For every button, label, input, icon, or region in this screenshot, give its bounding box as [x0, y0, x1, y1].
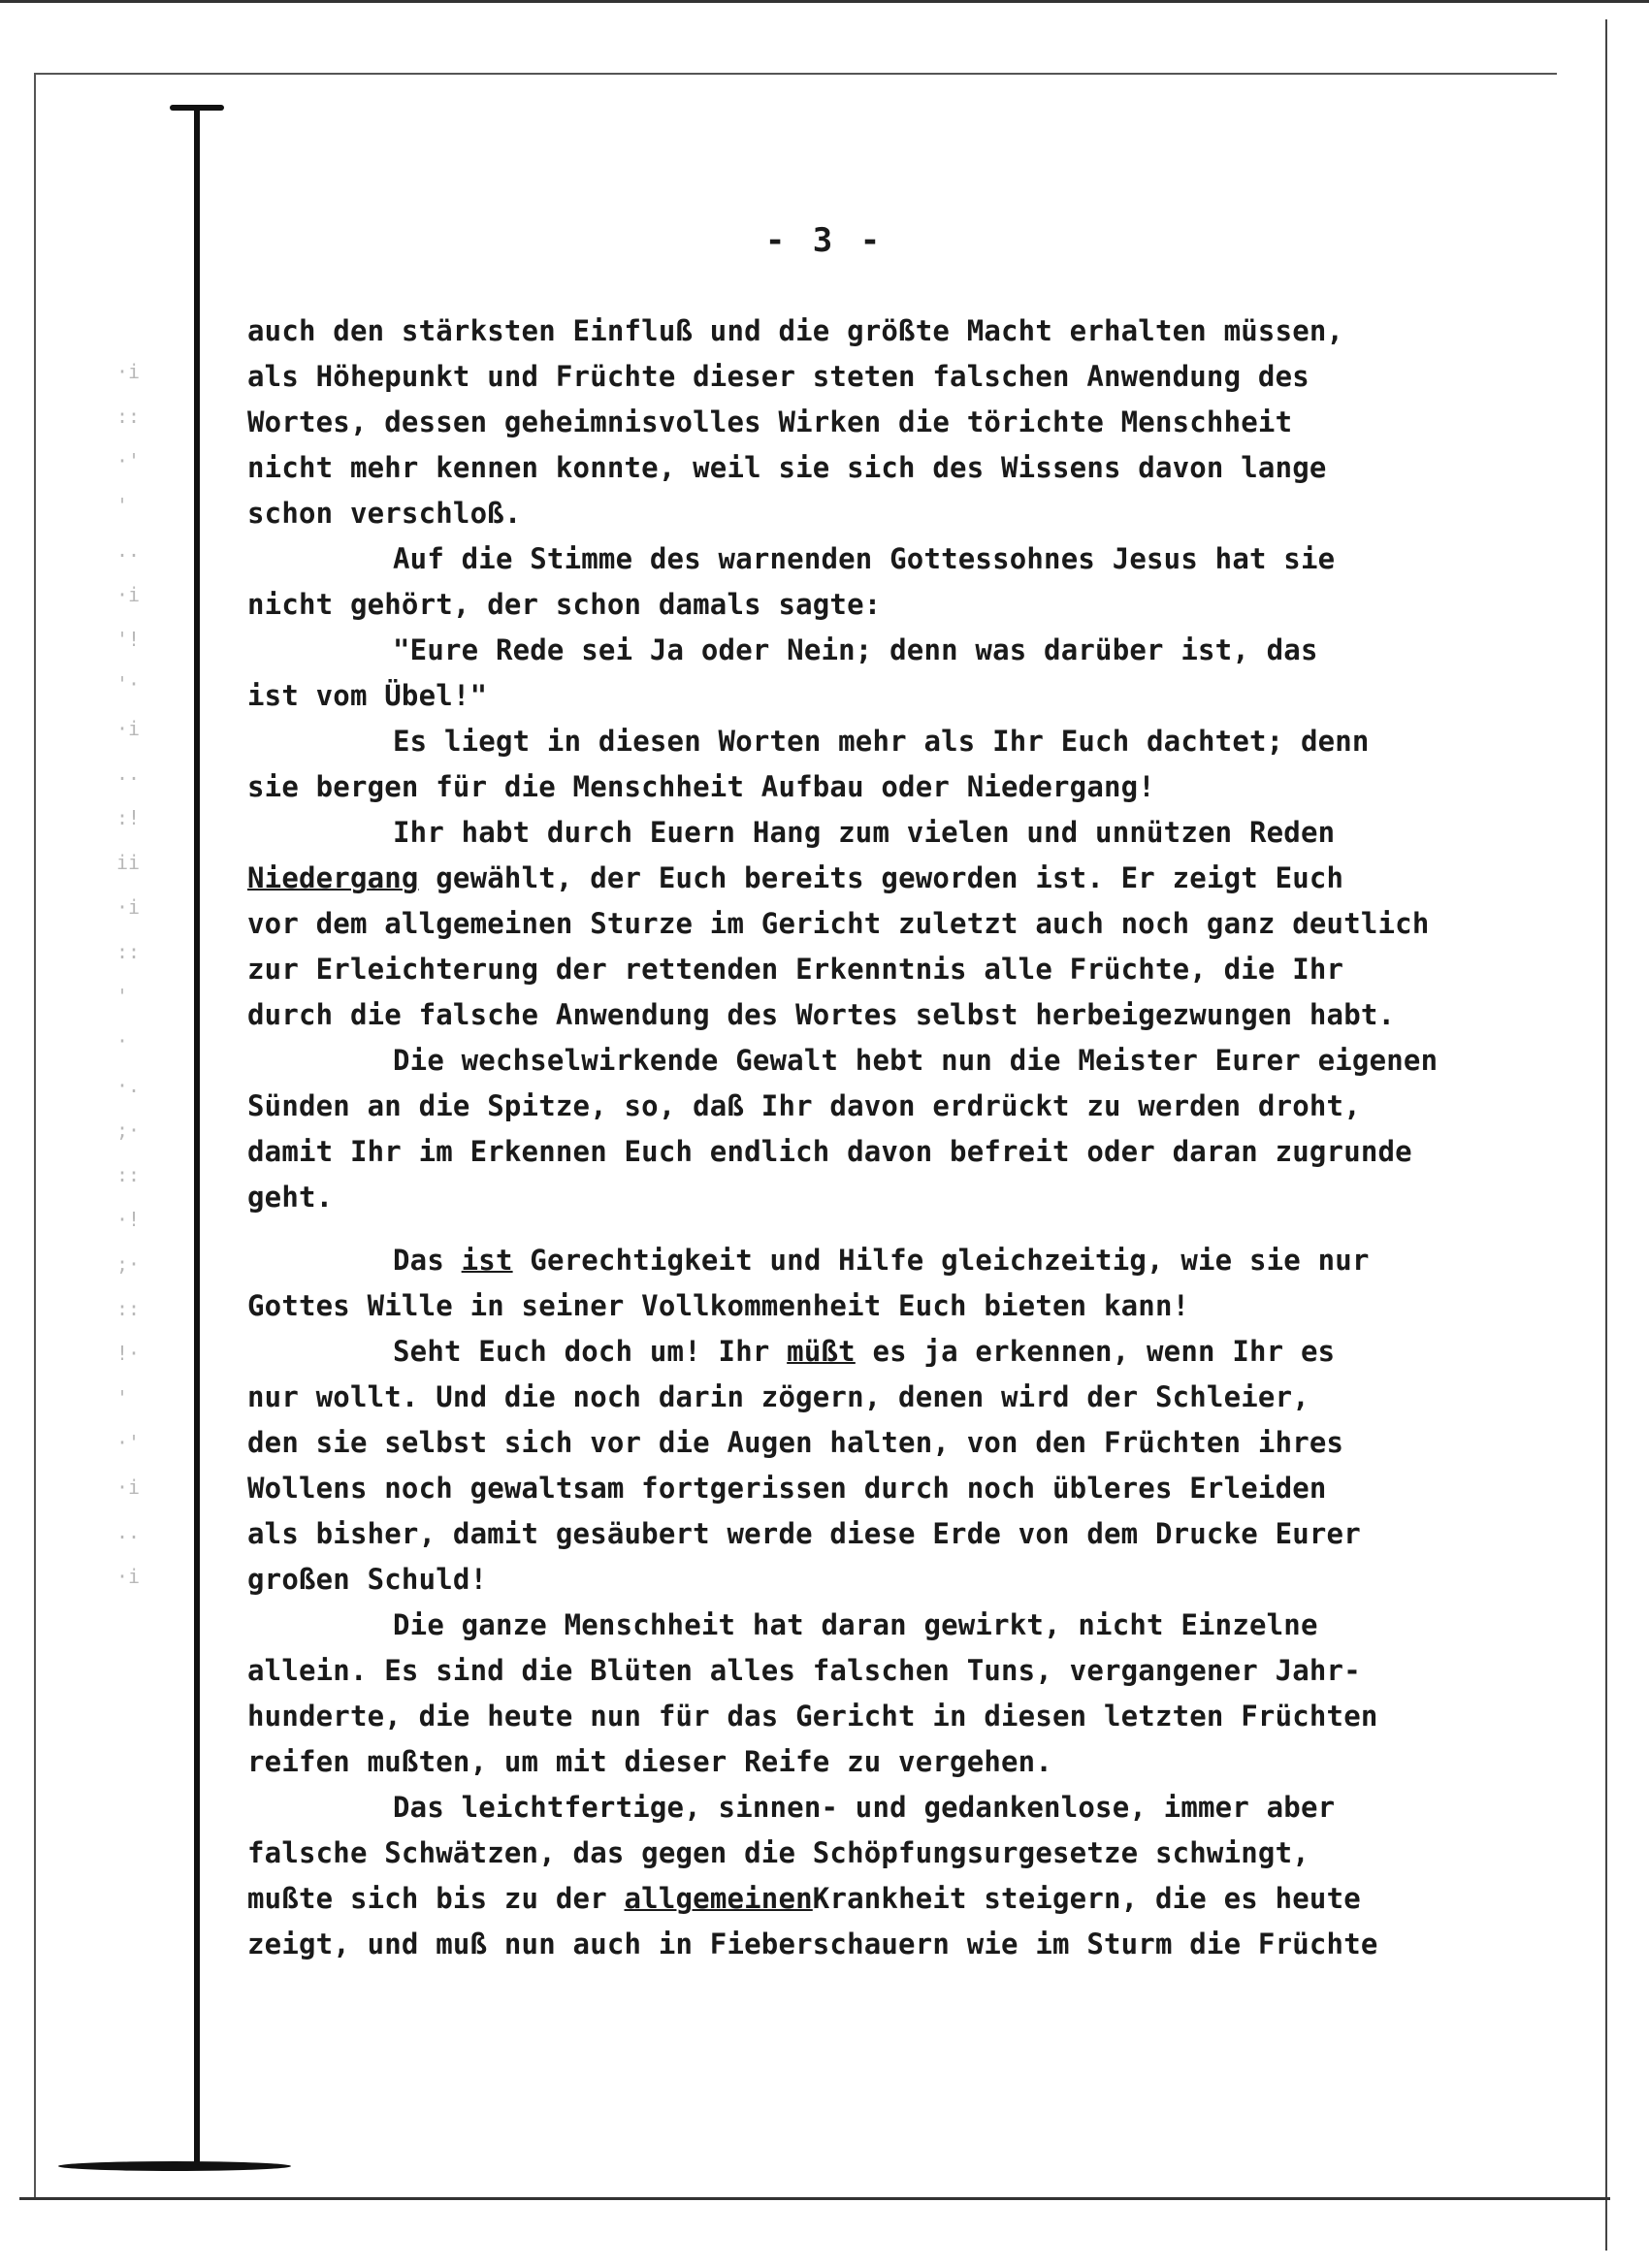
text-line: Wollens noch gewaltsam fortgerissen durch noch übleres Erleiden	[247, 1472, 1327, 1505]
margin-mark: !·	[116, 1342, 141, 1365]
text-line: als Höhepunkt und Früchte dieser steten falschen Anwendung des	[247, 360, 1310, 393]
binder-bar	[194, 107, 200, 2168]
page-number: - 3 -	[764, 221, 885, 260]
text-line	[247, 856, 1567, 901]
text-line: falsche Schwätzen, das gegen die Schöpfungsurgesetze schwingt,	[247, 1836, 1310, 1869]
text-line: als bisher, damit gesäubert werde diese Erde von dem Drucke Eurer	[247, 1517, 1361, 1550]
text-line: nur wollt. Und die noch darin zögern, denen wird der Schleier,	[247, 1380, 1310, 1413]
text-line: geht.	[247, 1181, 334, 1214]
text-line	[247, 1876, 1567, 1922]
page-frame-right	[1605, 19, 1607, 2251]
page-frame-top	[34, 73, 1557, 75]
text-line: Die ganze Menschheit hat daran gewirkt, nicht Einzelne	[393, 1608, 1318, 1641]
text-line: Sünden an die Spitze, so, daß Ihr davon erdrückt zu werden droht,	[247, 1089, 1361, 1122]
text-segment: Seht Euch doch um! Ihr	[393, 1335, 788, 1368]
margin-mark: :!	[116, 806, 141, 829]
underlined-word: müßt	[787, 1335, 856, 1368]
margin-mark: ::	[116, 1163, 141, 1186]
margin-mark: ·.	[116, 1074, 141, 1097]
text-line: vor dem allgemeinen Sturze im Gericht zuletzt auch noch ganz deutlich	[247, 907, 1430, 940]
text-segment: gewählt, der Euch bereits geworden ist. Er zeigt Euch	[418, 861, 1344, 894]
margin-mark: ·!	[116, 1208, 141, 1231]
text-line: Die wechselwirkende Gewalt hebt nun die Meister Eurer eigenen	[393, 1044, 1439, 1077]
text-segment: Krankheit steigern, die es heute	[812, 1882, 1361, 1915]
text-line: Ihr habt durch Euern Hang zum vielen und unnützen Reden	[393, 816, 1336, 849]
margin-mark: ::	[116, 405, 141, 428]
text-line: den sie selbst sich vor die Augen halten, von den Früchten ihres	[247, 1426, 1344, 1459]
margin-mark: ;·	[116, 1118, 141, 1142]
underlined-word: Niedergang	[247, 861, 419, 894]
page-frame-bottom	[19, 2197, 1610, 2200]
margin-mark: '!	[116, 628, 141, 651]
underlined-word: ist	[461, 1244, 513, 1277]
margin-mark: ..	[116, 761, 141, 785]
text-line: zeigt, und muß nun auch in Fieberschauern wie im Sturm die Früchte	[247, 1928, 1378, 1960]
text-line: nicht gehört, der schon damals sagte:	[247, 588, 882, 621]
text-line: allein. Es sind die Blüten alles falschen Tuns, vergangener Jahr-	[247, 1654, 1361, 1687]
document-body	[247, 308, 1567, 1967]
margin-mark: ·i	[116, 717, 141, 740]
margin-mark: ::	[116, 1297, 141, 1320]
text-line: "Eure Rede sei Ja oder Nein; denn was darüber ist, das	[393, 633, 1318, 666]
text-line: Gottes Wille in seiner Vollkommenheit Euch bieten kann!	[247, 1289, 1190, 1322]
margin-mark: ·i	[116, 1565, 141, 1588]
text-line: schon verschloß.	[247, 497, 522, 530]
margin-mark: ·i	[116, 895, 141, 919]
margin-mark: ·i	[116, 583, 141, 606]
margin-mark: ;·	[116, 1252, 141, 1276]
margin-mark: ii	[116, 851, 141, 874]
text-line: ist vom Übel!"	[247, 679, 488, 712]
text-line: durch die falsche Anwendung des Wortes selbst herbeigezwungen habt.	[247, 998, 1396, 1031]
margin-mark: '	[116, 985, 129, 1008]
margin-mark: ..	[116, 538, 141, 562]
text-line	[247, 1238, 1567, 1283]
text-line: Das leichtfertige, sinnen- und gedankenlose, immer aber	[393, 1791, 1336, 1824]
text-line: Es liegt in diesen Worten mehr als Ihr Euch dachtet; denn	[393, 725, 1370, 758]
margin-mark: ·	[116, 1029, 129, 1053]
text-segment: es ja erkennen, wenn Ihr es	[855, 1335, 1336, 1368]
text-line: zur Erleichterung der rettenden Erkenntnis alle Früchte, die Ihr	[247, 953, 1344, 986]
text-line: sie bergen für die Menschheit Aufbau oder Niedergang!	[247, 770, 1155, 803]
text-line: auch den stärksten Einfluß und die größte Macht erhalten müssen,	[247, 314, 1344, 347]
margin-mark: '·	[116, 672, 141, 696]
margin-mark: ·'	[116, 1431, 141, 1454]
margin-mark: ·i	[116, 360, 141, 383]
text-segment: Gerechtigkeit und Hilfe gleichzeitig, wie sie nur	[512, 1244, 1370, 1277]
text-line: Auf die Stimme des warnenden Gottessohnes Jesus hat sie	[393, 542, 1336, 575]
margin-mark: ::	[116, 940, 141, 963]
text-segment: Das	[393, 1244, 462, 1277]
margin-mark: '	[116, 1386, 129, 1409]
text-line: reifen mußten, um mit dieser Reife zu vergehen.	[247, 1745, 1052, 1778]
page-frame-left	[34, 73, 36, 2197]
margin-show-through-marks	[116, 349, 175, 1599]
margin-mark: ·'	[116, 449, 141, 472]
text-line: großen Schuld!	[247, 1563, 488, 1596]
binder-bar-foot	[58, 2161, 291, 2171]
margin-mark: ·i	[116, 1475, 141, 1499]
text-segment: mußte sich bis zu der	[247, 1882, 625, 1915]
text-line: nicht mehr kennen konnte, weil sie sich des Wissens davon lange	[247, 451, 1327, 484]
underlined-word: allgemeinen	[624, 1882, 813, 1915]
text-line: hunderte, die heute nun für das Gericht in diesen letzten Früchten	[247, 1700, 1378, 1733]
scan-top-edge	[0, 0, 1649, 3]
text-line	[247, 1329, 1567, 1375]
text-line: Wortes, dessen geheimnisvolles Wirken die törichte Menschheit	[247, 405, 1293, 438]
margin-mark: '	[116, 494, 129, 517]
margin-mark: ..	[116, 1520, 141, 1543]
text-line: damit Ihr im Erkennen Euch endlich davon befreit oder daran zugrunde	[247, 1135, 1412, 1168]
